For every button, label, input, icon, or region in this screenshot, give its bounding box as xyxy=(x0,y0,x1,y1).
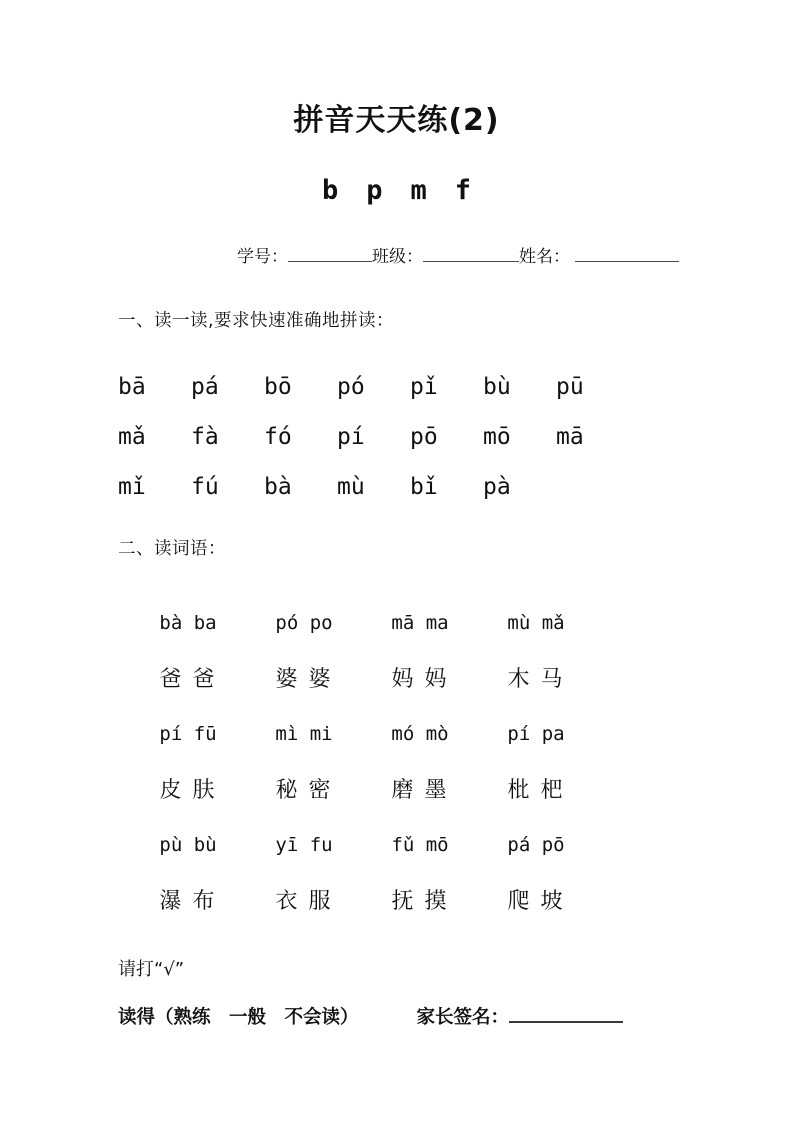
word-hanzi-row-1 xyxy=(130,662,793,693)
pinyin-syllable: fó xyxy=(264,424,292,450)
student-info-line xyxy=(237,242,793,267)
pinyin-syllable: fà xyxy=(191,424,219,450)
word-pinyin: pó po xyxy=(275,612,333,634)
word-pinyin: pù bù xyxy=(159,834,217,856)
signature-label: 家长签名： xyxy=(416,1007,510,1028)
footer-line xyxy=(118,1003,793,1029)
word-pinyin: pí pa xyxy=(507,723,565,745)
pinyin-row-1 xyxy=(118,374,793,400)
class-label: 班级： xyxy=(372,247,423,267)
pinyin-syllable: bà xyxy=(264,474,292,500)
word-pinyin: mā ma xyxy=(391,612,449,634)
initial-letter-m: m xyxy=(410,175,427,206)
pinyin-syllable: bǐ xyxy=(410,474,438,500)
pinyin-syllable: mā xyxy=(556,424,584,450)
word-hanzi: 衣 服 xyxy=(275,889,333,914)
pinyin-syllable: pí xyxy=(337,424,365,450)
pinyin-syllable: pá xyxy=(191,374,219,400)
name-blank xyxy=(575,247,679,262)
word-hanzi: 枇 杷 xyxy=(507,778,565,803)
pinyin-row-2 xyxy=(118,424,793,450)
word-pinyin: pí fū xyxy=(159,723,217,745)
word-pinyin-row-2 xyxy=(130,723,793,745)
section1-heading: 一、读一读,要求快速准确地拼读： xyxy=(118,311,395,331)
word-hanzi: 木 马 xyxy=(507,667,565,692)
tick-instruction: 请打“√” xyxy=(118,959,185,980)
word-pinyin: yī fu xyxy=(275,834,333,856)
word-hanzi: 妈 妈 xyxy=(391,667,449,692)
pinyin-syllable: bā xyxy=(118,374,146,400)
word-pinyin: mù mǎ xyxy=(507,612,565,634)
pinyin-syllable: pà xyxy=(483,474,511,500)
pinyin-syllable: mǎ xyxy=(118,424,146,450)
word-pinyin: mì mi xyxy=(275,723,333,745)
pinyin-syllable: pǐ xyxy=(410,374,438,400)
word-hanzi: 抚 摸 xyxy=(391,889,449,914)
pinyin-syllable: bù xyxy=(483,374,511,400)
student-no-label: 学号： xyxy=(237,247,288,267)
pinyin-syllable: mù xyxy=(337,474,365,500)
signature-blank xyxy=(509,1006,623,1023)
pinyin-row-3 xyxy=(118,474,793,500)
initial-letter-p: p xyxy=(366,175,383,206)
word-hanzi-row-3 xyxy=(130,884,793,915)
pinyin-syllable: pū xyxy=(556,374,584,400)
rating-options: 读得（熟练 一般 不会读） xyxy=(118,1007,359,1028)
pinyin-syllable: fú xyxy=(191,474,219,500)
word-pinyin: bà ba xyxy=(159,612,217,634)
signature-area xyxy=(417,1003,624,1029)
word-hanzi: 婆 婆 xyxy=(275,667,333,692)
name-label: 姓名： xyxy=(519,247,570,267)
word-hanzi: 爸 爸 xyxy=(159,667,217,692)
initial-letter-b: b xyxy=(321,175,339,206)
word-pinyin: mó mò xyxy=(391,723,449,745)
word-hanzi: 秘 密 xyxy=(275,778,333,803)
initials-row xyxy=(0,175,793,206)
word-list xyxy=(130,612,793,915)
section2-heading: 二、读词语： xyxy=(118,539,226,559)
word-pinyin: fǔ mō xyxy=(391,834,449,856)
word-pinyin-row-3 xyxy=(130,834,793,856)
pinyin-syllable: mō xyxy=(483,424,511,450)
word-hanzi: 皮 肤 xyxy=(159,778,217,803)
pinyin-syllable: pō xyxy=(410,424,438,450)
word-pinyin-row-1 xyxy=(130,612,793,634)
student-no-blank xyxy=(288,247,372,262)
pinyin-syllable: mǐ xyxy=(118,474,146,500)
word-hanzi: 爬 坡 xyxy=(507,889,565,914)
word-pinyin: pá pō xyxy=(507,834,565,856)
class-blank xyxy=(423,247,519,262)
initial-letter-f: f xyxy=(454,175,472,206)
word-hanzi: 磨 墨 xyxy=(391,778,449,803)
pinyin-syllable: bō xyxy=(264,374,292,400)
word-hanzi: 瀑 布 xyxy=(159,889,217,914)
pinyin-syllable: pó xyxy=(337,374,365,400)
word-hanzi-row-2 xyxy=(130,773,793,804)
page-title: 拼音天天练(2) xyxy=(293,103,500,138)
